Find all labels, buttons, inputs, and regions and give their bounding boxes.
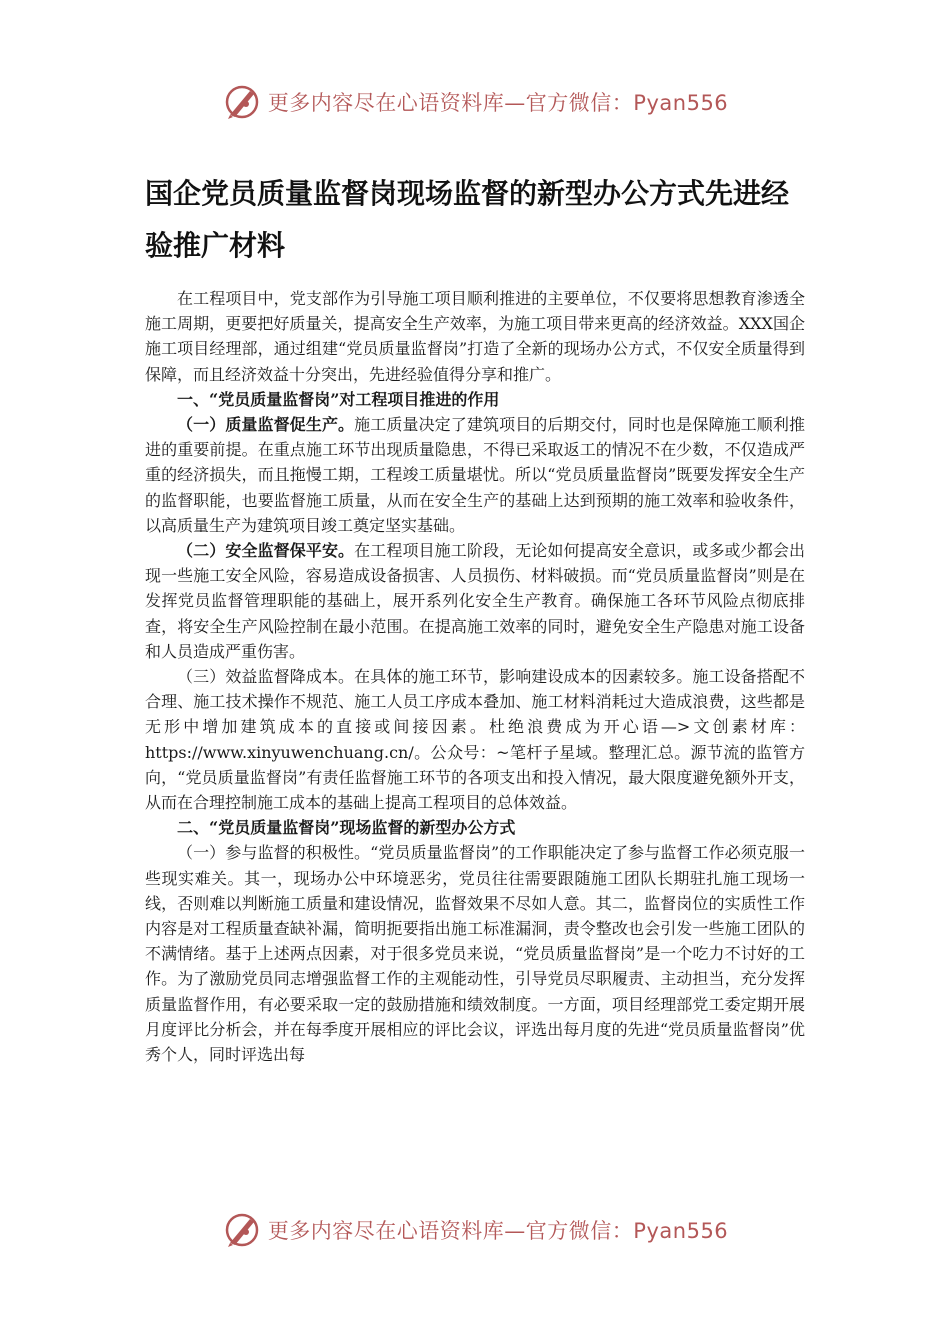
paragraph-body: 施工质量决定了建筑项目的后期交付，同时也是保障施工顺利推进的重要前提。在重点施工环节出现质量隐患，不得已采取返工的情况不在少数，不仅造成严重的经济损失，而且拖慢工期，工程竣工质量堪忧。所以“党员质量监督岗”既要发挥安全生产的监督职能，也要监督施工质量，从而在安全生产的基础上达到预期的施工效率和验收条件，以高质量生产为建筑项目竣工奠定坚实基础。 xyxy=(145,415,805,535)
paragraph-lead: （二）安全监督保平安。 xyxy=(177,541,355,561)
pen-logo-icon xyxy=(222,1210,262,1250)
header-banner xyxy=(0,80,950,124)
paragraph-body: 在工程项目施工阶段，无论如何提高安全意识，或多或少都会出现一些施工安全风险，容易造成设备损害、人员损伤、材料破损。而“党员质量监督岗”则是在发挥党员监督管理职能的基础上，展开系列化安全生产教育。确保施工各环节风险点彻底排查，将安全生产风险控制在最小范围。在提高施工效率的同时，避免安全生产隐患对施工设备和人员造成严重伤害。 xyxy=(145,541,805,661)
footer-banner xyxy=(0,1208,950,1252)
section-2-heading: 二、“党员质量监督岗”现场监督的新型办公方式 xyxy=(177,818,516,838)
section-1-heading: 一、“党员质量监督岗”对工程项目推进的作用 xyxy=(177,389,500,409)
pen-logo-icon xyxy=(222,82,262,122)
section-1-paragraph-3: （三）效益监督降成本。在具体的施工环节，影响建设成本的因素较多。施工设备搭配不合理、施工技术操作不规范、施工人员工序成本叠加、施工材料消耗过大造成浪费，这些都是无形中增加建筑成本的直接或间接因素。杜绝浪费成为开心语—>文创素材库：https://www.xinyuwenchuang.cn/。公众号：~笔杆子星域。整理汇总。源节流的监管方向，“党员质量监督岗”有责任监督施工环节的各项支出和投入情况，最大限度避免额外开支，从而在合理控制施工成本的基础上提高工程项目的总体效益。 xyxy=(145,667,805,813)
section-1-paragraph-1 xyxy=(145,412,805,538)
banner-text: 更多内容尽在心语资料库—官方微信：Pyan556 xyxy=(267,1219,729,1243)
banner-text: 更多内容尽在心语资料库—官方微信：Pyan556 xyxy=(267,91,729,115)
document-body xyxy=(145,168,805,1067)
section-1-paragraph-2 xyxy=(145,538,805,664)
intro-paragraph: 在工程项目中，党支部作为引导施工项目顺利推进的主要单位，不仅要将思想教育渗透全施工周期，更要把好质量关，提高安全生产效率，为施工项目带来更高的经济效益。XXX国企施工项目经理部，通过组建“党员质量监督岗”打造了全新的现场办公方式，不仅安全质量得到保障，而且经济效益十分突出，先进经验值得分享和推广。 xyxy=(145,289,805,384)
paragraph-lead: （一）质量监督促生产。 xyxy=(177,415,355,435)
section-2-paragraph-1: （一）参与监督的积极性。“党员质量监督岗”的工作职能决定了参与监督工作必须克服一些现实难关。其一，现场办公中环境恶劣，党员往往需要跟随施工团队长期驻扎施工现场一线，否则难以判断施工质量和建设情况，监督效果不尽如人意。其二，监督岗位的实质性工作内容是对工程质量查缺补漏，简明扼要指出施工标准漏洞，责令整改也会引发一些施工团队的不满情绪。基于上述两点因素，对于很多党员来说，“党员质量监督岗”是一个吃力不讨好的工作。为了激励党员同志增强监督工作的主观能动性，引导党员尽职履责、主动担当，充分发挥质量监督作用，有必要采取一定的鼓励措施和绩效制度。一方面，项目经理部党工委定期开展月度评比分析会，并在每季度开展相应的评比会议，评选出每月度的先进“党员质量监督岗”优秀个人，同时评选出每 xyxy=(145,843,805,1065)
document-title: 国企党员质量监督岗现场监督的新型办公方式先进经验推广材料 xyxy=(145,177,790,262)
